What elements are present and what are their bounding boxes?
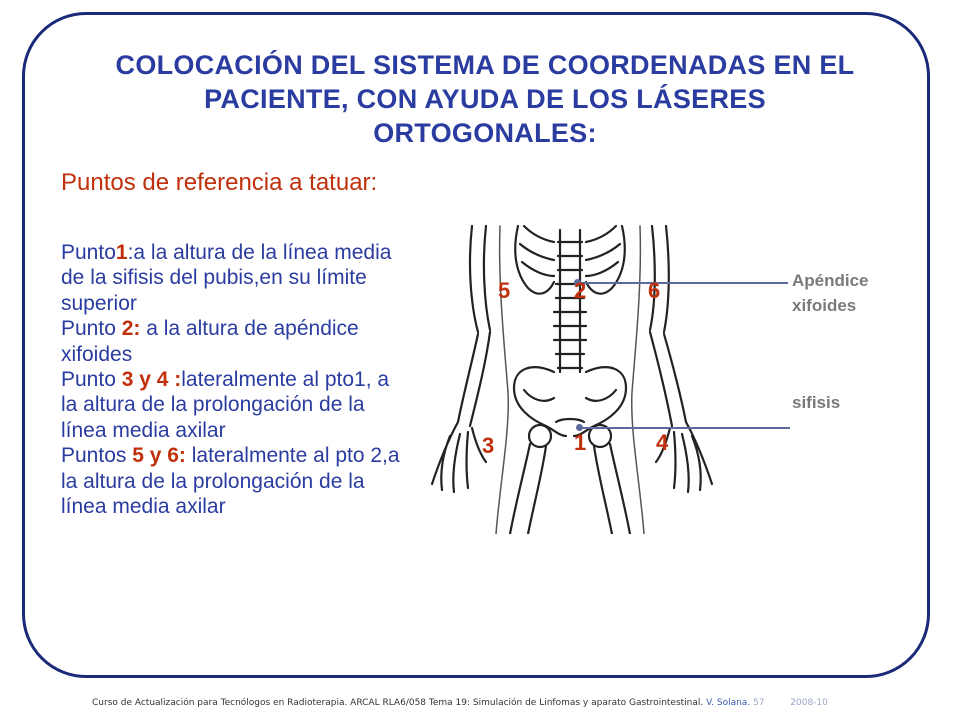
footer-page: 57 [753,698,765,708]
point-6-marker: 6 [648,278,661,303]
title-line-2: PACIENTE, CON AYUDA DE LOS LÁSERES [204,84,766,114]
point-34-prefix: Punto [61,368,122,392]
point-34-text [61,367,406,443]
footer [92,698,892,708]
point-5-marker: 5 [498,278,511,303]
footer-year: 2008-10 [790,698,828,708]
xiphoid-label: Apéndice xifoides [792,271,869,315]
footer-author: V. Solana. [706,698,751,708]
point-1-description: :a la altura de la línea media de la sifisis del pubis,en su límite superior [61,241,392,315]
slide-title [40,48,930,150]
point-1-prefix: Punto [61,241,116,264]
point-2-number: 2: [121,317,141,341]
point-2-prefix: Punto [61,317,122,341]
point-34-number: 3 y 4 : [121,368,182,392]
section-heading: Puntos de referencia a tatuar: [61,169,378,196]
point-1-text [61,240,406,316]
symphysis-label: sifisis [792,393,841,412]
symphysis-callout-line [580,427,790,429]
point-4-marker: 4 [656,430,669,455]
skeleton-illustration [420,222,720,534]
point-3-marker: 3 [482,433,495,458]
point-2-marker: 2 [574,278,587,303]
point-56-text [61,443,406,519]
point-34-description: lateralmente al pto1, a la altura de la prolongación de la línea media axilar [61,368,390,442]
point-2-description: a la altura de apéndice xifoides [61,317,359,366]
point-56-prefix: Puntos [61,444,133,468]
point-56-number: 5 y 6: [132,444,186,468]
point-1-number: 1 [115,241,128,264]
point-56-description: lateralmente al pto 2,a la altura de la prolongación de la línea media axilar [61,444,400,519]
point-2-text [61,316,406,367]
point-1-marker: 1 [574,430,587,455]
footer-course: Curso de Actualización para Tecnólogos en Radioterapia. ARCAL RLA6/058 Tema 19: Simulación de Linfomas y aparato Gastrointestinal. [92,698,704,708]
xiphoid-callout-line [578,282,788,284]
title-line-1: COLOCACIÓN DEL SISTEMA DE COORDENADAS EN EL [115,50,855,80]
points-description [61,240,406,519]
title-line-3: ORTOGONALES: [373,118,597,148]
